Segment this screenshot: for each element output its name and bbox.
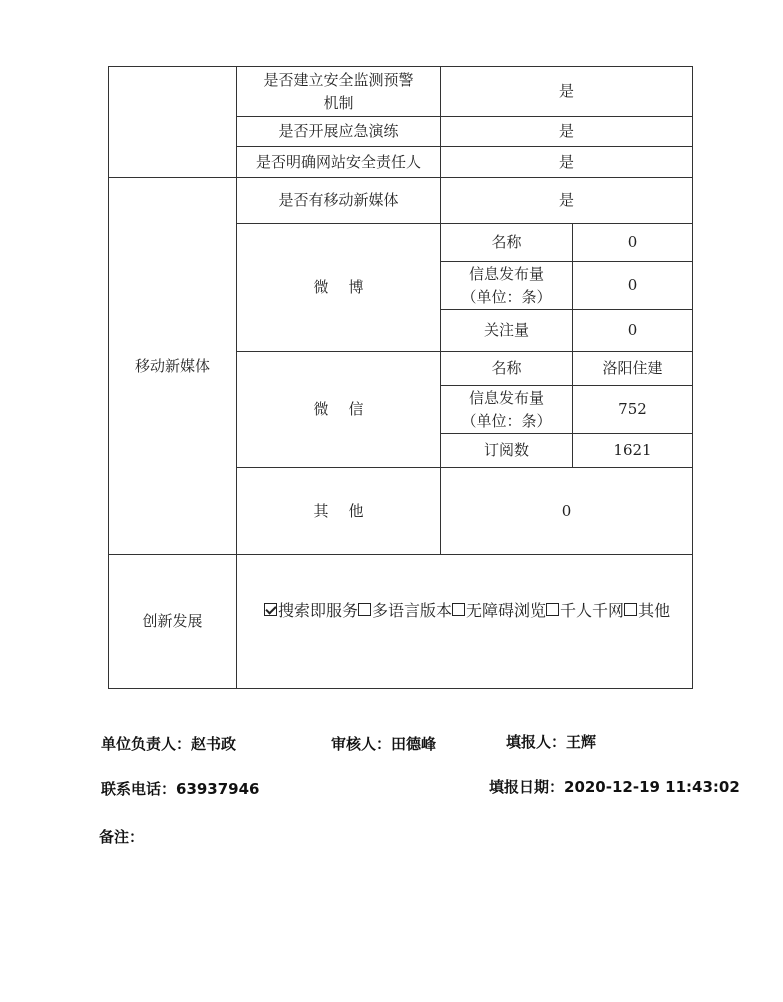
checkbox-unchecked-icon[interactable] [546,603,559,616]
option-label: 其他 [638,601,671,620]
reviewer: 审核人：田德峰 [331,735,437,753]
label-weibo-followers: 关注量 [483,321,529,339]
label-mobile-media-section: 移动新媒体 [134,356,210,375]
option-personalized[interactable] [546,598,624,621]
value-weibo-followers: 0 [627,321,638,339]
value-wechat-name: 洛阳住建 [602,359,663,377]
value-wechat-posts: 752 [618,400,647,418]
checkbox-checked-icon[interactable] [264,603,277,616]
option-label: 千人千网 [560,601,625,620]
label-security-officer: 是否明确网站安全责任人 [255,152,421,171]
filler: 填报人：王辉 [506,733,597,751]
label-weibo-posts: 信息发布量（单位：条） [461,264,552,306]
label-wechat-name: 名称 [491,359,522,377]
option-accessibility[interactable] [452,598,546,621]
label-wechat: 微信 [313,400,384,418]
option-label: 搜索即服务 [278,601,359,620]
label-innovation: 创新发展 [142,612,203,630]
label-wechat-posts: 信息发布量（单位：条） [461,388,552,430]
value-security-officer: 是 [558,152,574,171]
innovation-options [264,598,670,621]
option-other[interactable] [624,598,670,621]
report-date: 填报日期：2020-12-19 11:43:02 [489,778,740,796]
remarks: 备注： [99,828,145,846]
option-search-service[interactable] [264,598,358,621]
unit-head: 单位负责人：赵书政 [101,735,237,753]
value-weibo-posts: 0 [627,276,638,294]
label-security-monitoring: 是否建立安全监测预警机制 [263,70,414,112]
value-security-monitoring: 是 [558,82,574,100]
label-other-media: 其他 [313,501,384,520]
label-emergency-drill: 是否开展应急演练 [278,122,399,140]
value-emergency-drill: 是 [558,122,574,140]
table-border-right [692,66,693,689]
value-weibo-name: 0 [627,233,638,251]
checkbox-unchecked-icon[interactable] [624,603,637,616]
contact-phone: 联系电话：63937946 [101,780,260,798]
label-weibo-name: 名称 [491,233,522,251]
option-multilingual[interactable] [358,598,452,621]
checkbox-unchecked-icon[interactable] [452,603,465,616]
option-label: 多语言版本 [372,601,453,620]
label-weibo: 微博 [313,278,384,296]
label-has-mobile-media: 是否有移动新媒体 [278,191,399,209]
value-has-mobile-media: 是 [558,191,574,209]
label-wechat-subscribers: 订阅数 [483,441,529,459]
value-other-media: 0 [561,501,572,520]
value-wechat-subscribers: 1621 [613,441,652,459]
checkbox-unchecked-icon[interactable] [358,603,371,616]
option-label: 无障碍浏览 [466,601,547,620]
table-border-bottom [108,688,693,689]
